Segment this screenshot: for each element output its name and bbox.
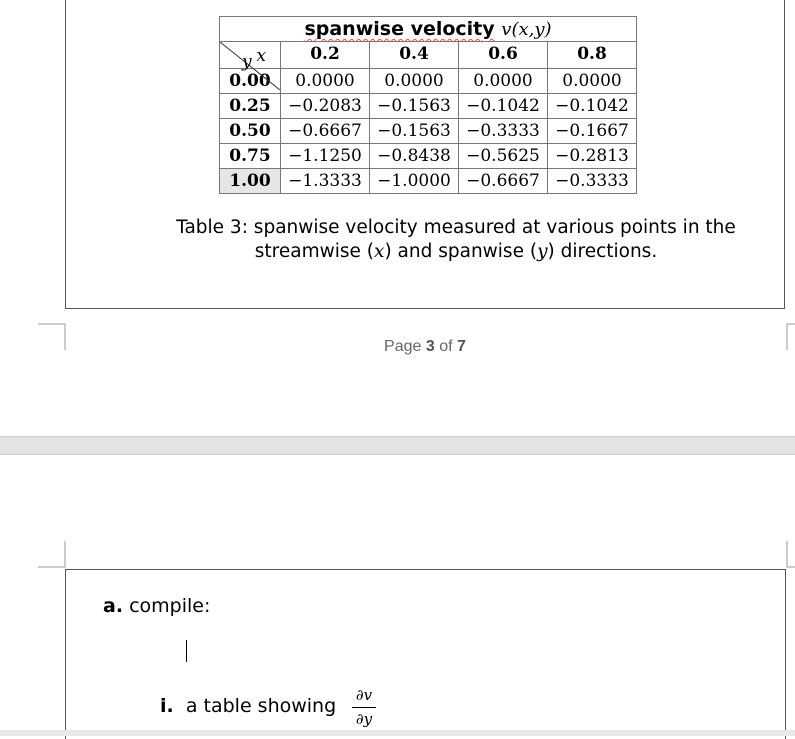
list-item-text: a table showing xyxy=(185,695,337,717)
caption-text: streamwise ( xyxy=(254,241,374,262)
table-caption xyxy=(150,216,762,264)
table-title-text: spanwise velocity xyxy=(304,18,495,40)
horizontal-scrollbar[interactable] xyxy=(0,730,795,736)
spanwise-velocity-table xyxy=(219,16,637,194)
table-cell: −0.2813 xyxy=(548,144,637,169)
footer-total-pages: 7 xyxy=(457,338,466,355)
row-header: 1.00 xyxy=(220,169,281,194)
corner-y-label: y xyxy=(242,52,252,72)
table-cell: −0.1563 xyxy=(370,119,459,144)
table-row xyxy=(220,94,637,119)
table-row xyxy=(220,144,637,169)
table-cell: −1.1250 xyxy=(281,144,370,169)
table-cell: 0.0000 xyxy=(548,69,637,94)
table-row xyxy=(220,119,637,144)
table-cell: −0.1042 xyxy=(548,94,637,119)
list-item-i xyxy=(160,695,336,717)
caption-text: ) and spanwise ( xyxy=(384,241,538,262)
column-header: 0.8 xyxy=(548,42,637,69)
footer-of-word: of xyxy=(439,338,453,355)
corner-x-label: x xyxy=(256,46,266,66)
table-cell: −0.3333 xyxy=(548,169,637,194)
caption-var-x: x xyxy=(374,241,385,262)
table-cell: −0.5625 xyxy=(459,144,548,169)
row-header: 0.50 xyxy=(220,119,281,144)
table-row xyxy=(220,69,637,94)
table-cell: −0.1667 xyxy=(548,119,637,144)
table-cell: −0.1042 xyxy=(459,94,548,119)
list-marker: a. xyxy=(103,595,124,617)
table-title-cell xyxy=(220,17,637,42)
table-cell: −1.3333 xyxy=(281,169,370,194)
table-cell: 0.0000 xyxy=(281,69,370,94)
table-cell: −0.6667 xyxy=(459,169,548,194)
caption-line-2 xyxy=(150,240,762,264)
caption-text: ) directions. xyxy=(547,241,658,262)
document-page-4 xyxy=(0,455,795,736)
text-cursor[interactable] xyxy=(186,640,187,662)
table-cell: −0.2083 xyxy=(281,94,370,119)
margin-corner-mark-left xyxy=(38,541,68,569)
page-separator xyxy=(0,436,795,455)
table-cell: −0.8438 xyxy=(370,144,459,169)
page-number-footer xyxy=(0,338,795,356)
table-cell: −0.6667 xyxy=(281,119,370,144)
caption-line-1: Table 3: spanwise velocity measured at various points in the xyxy=(176,217,736,238)
list-item-a xyxy=(103,595,210,617)
column-header: 0.4 xyxy=(370,42,459,69)
row-header: 0.25 xyxy=(220,94,281,119)
fraction-denominator: ∂y xyxy=(355,710,373,728)
list-marker: i. xyxy=(160,695,174,717)
corner-cell xyxy=(220,42,281,72)
table-cell: 0.0000 xyxy=(370,69,459,94)
table-cell: −0.1563 xyxy=(370,94,459,119)
column-header: 0.6 xyxy=(459,42,548,69)
caption-var-y: y xyxy=(537,241,548,262)
fraction-numerator: ∂v xyxy=(355,686,373,704)
row-header: 0.75 xyxy=(220,144,281,169)
table-cell: −1.0000 xyxy=(370,169,459,194)
margin-corner-mark-right xyxy=(782,541,795,569)
fraction-bar xyxy=(352,707,376,708)
list-item-text: compile: xyxy=(129,595,211,617)
table-cell: −0.3333 xyxy=(459,119,548,144)
partial-derivative-fraction xyxy=(352,686,376,728)
row-header: 0.00 xyxy=(220,69,281,94)
table-cell: 0.0000 xyxy=(459,69,548,94)
footer-current-page: 3 xyxy=(425,338,435,355)
footer-page-word: Page xyxy=(384,338,422,355)
column-header: 0.2 xyxy=(281,42,370,69)
table-row xyxy=(220,169,637,194)
table-title-math: v(x,y) xyxy=(501,19,552,40)
